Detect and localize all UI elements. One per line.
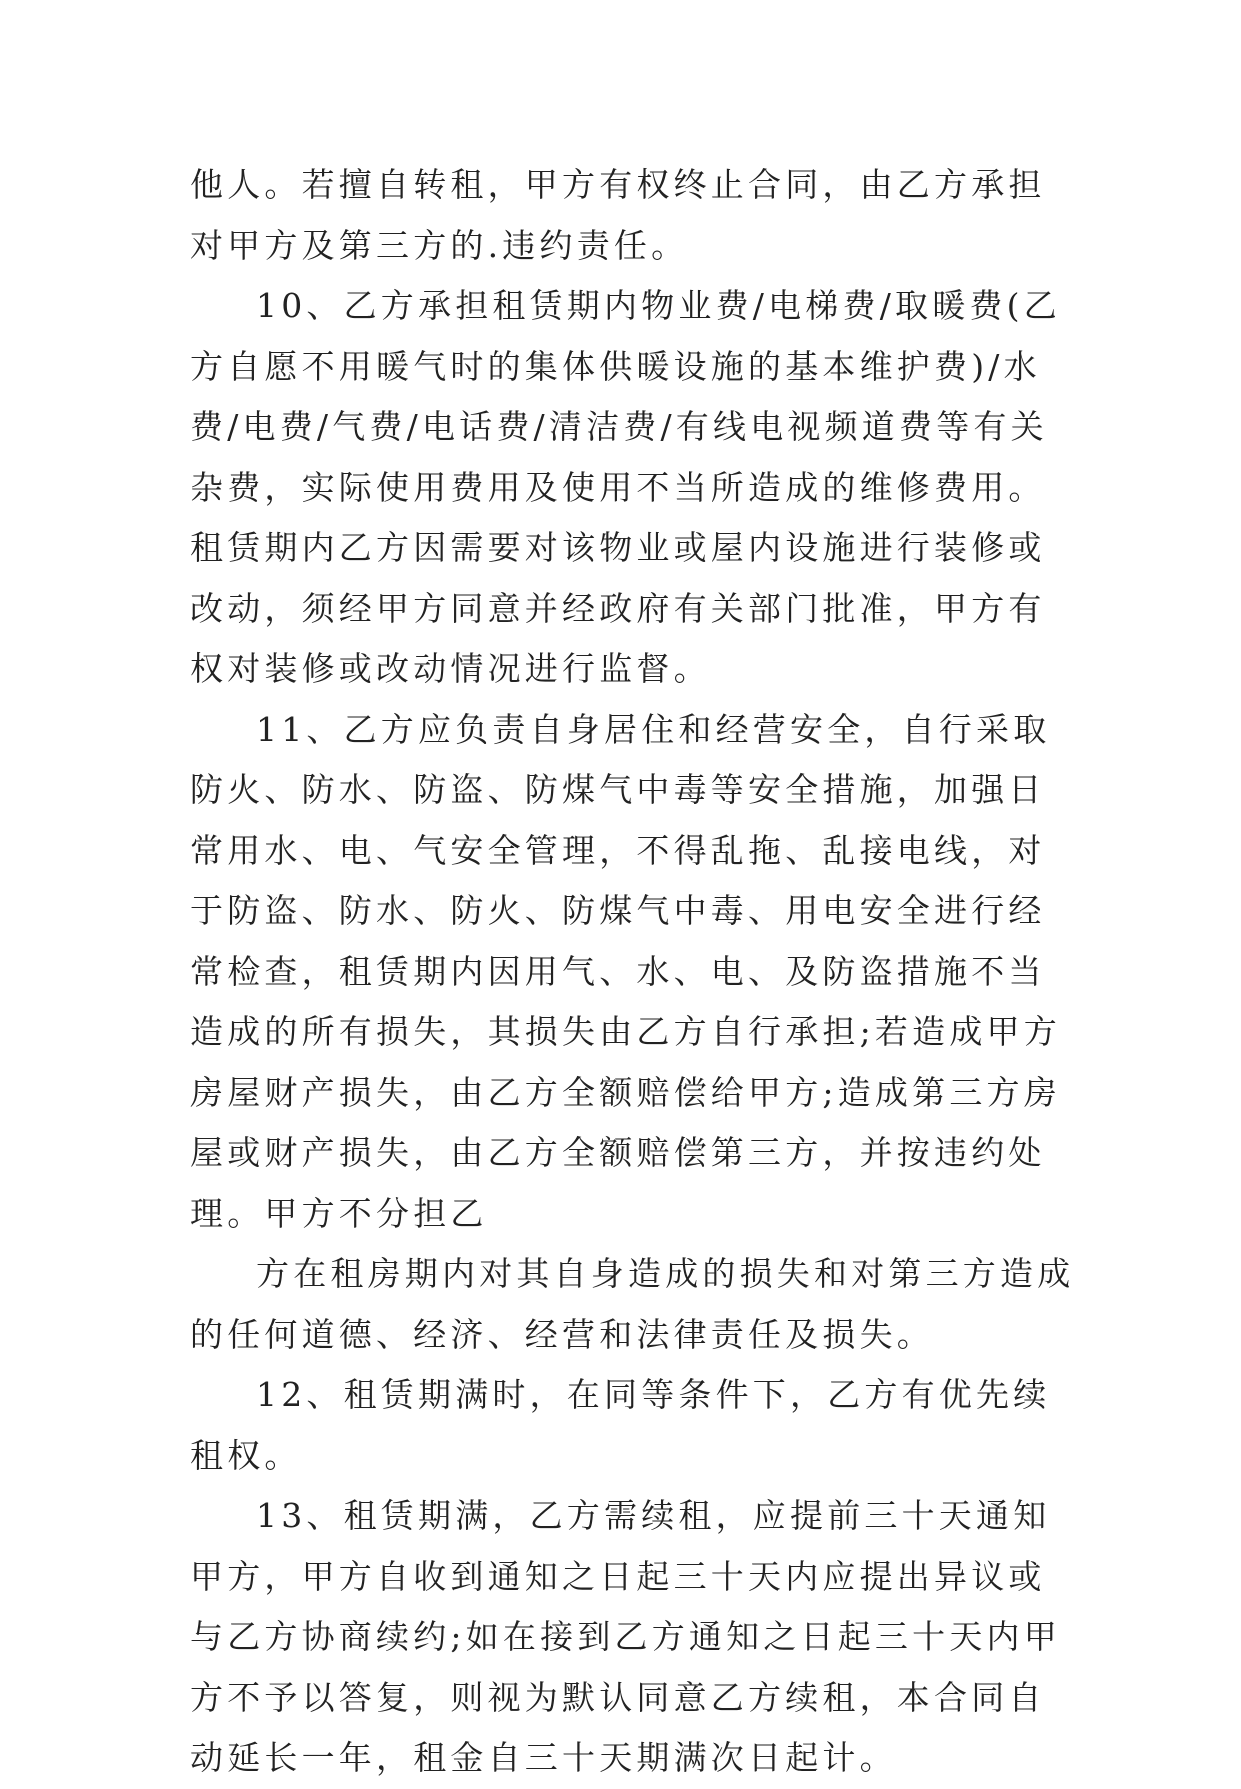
paragraph-clause-11: 11、乙方应负责自身居住和经营安全，自行采取防火、防水、防盗、防煤气中毒等安全措施，加强日常用水、电、气安全管理，不得乱拖、乱接电线，对于防盗、防水、防火、防煤气中毒、用电安全进行经常检查，租赁期内因用气、水、电、及防盗措施不当造成的所有损失，其损失由乙方自行承担;若造成甲方房屋财产损失，由乙方全额赔偿给甲方;造成第三方房屋或财产损失，由乙方全额赔偿第三方，并按违约处理。甲方不分担乙 [190, 709, 1061, 1233]
paragraph-clause-11-continuation: 方在租房期内对其自身造成的损失和对第三方造成的任何道德、经济、经营和法律责任及损失。 [190, 1254, 1075, 1354]
paragraph-sublease-continuation: 他人。若擅自转租，甲方有权终止合同，由乙方承担对甲方及第三方的.违约责任。 [190, 165, 1046, 265]
document-body [190, 155, 1080, 1789]
paragraph-clause-10: 10、乙方承担租赁期内物业费/电梯费/取暖费(乙方自愿不用暖气时的集体供暖设施的基本维护费)/水费/电费/气费/电话费/清洁费/有线电视频道费等有关杂费，实际使用费用及使用不当所造成的维修费用。租赁期内乙方因需要对该物业或屋内设施进行装修或改动，须经甲方同意并经政府有关部门批准，甲方有权对装修或改动情况进行监督。 [190, 286, 1061, 688]
paragraph-clause-13: 13、租赁期满，乙方需续租，应提前三十天通知甲方，甲方自收到通知之日起三十天内应提出异议或与乙方协商续约;如在接到乙方通知之日起三十天内甲方不予以答复，则视为默认同意乙方续租，本合同自动延长一年，租金自三十天期满次日起计。 [190, 1496, 1061, 1777]
paragraph-clause-12: 12、租赁期满时，在同等条件下，乙方有优先续租权。 [190, 1375, 1051, 1475]
